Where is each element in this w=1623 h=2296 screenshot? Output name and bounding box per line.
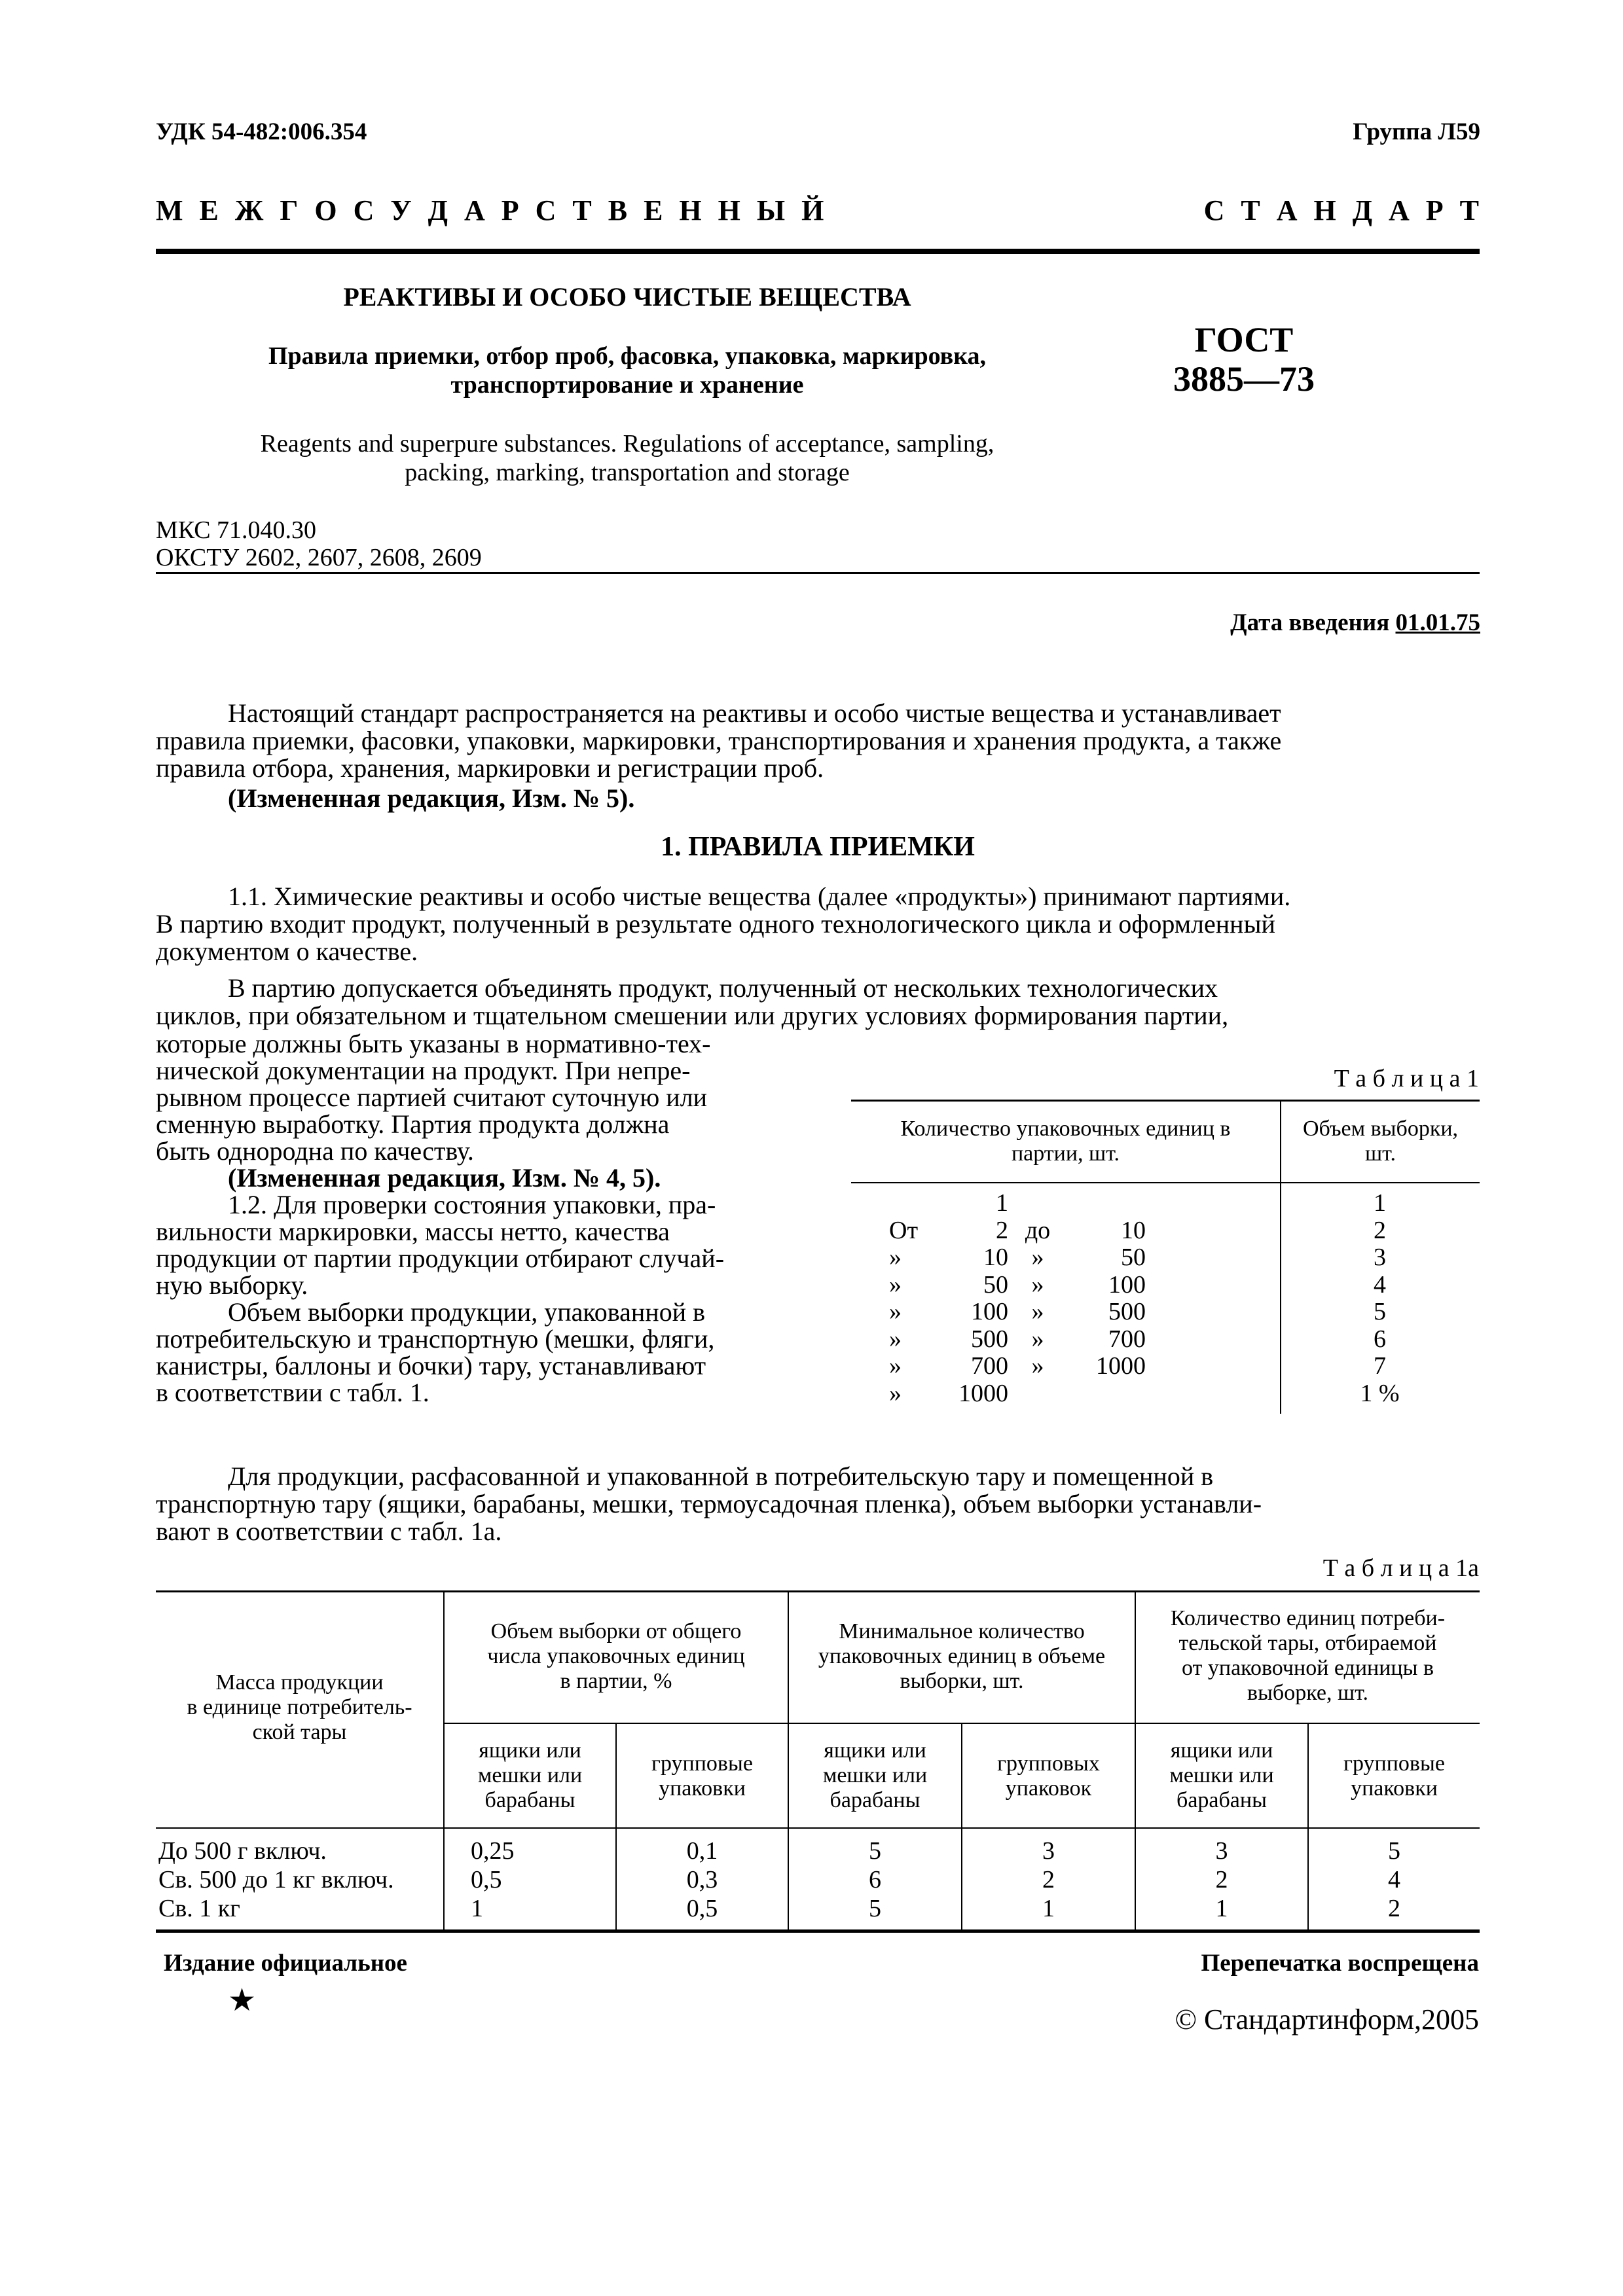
table1-cell: 3 — [1374, 1244, 1386, 1271]
table1a-body — [156, 1837, 1480, 1923]
table1a-group2-header-line: Минимальное количество — [839, 1619, 1085, 1643]
p11-line-3: документом о качестве. — [156, 937, 418, 966]
table1-cell: 10 — [983, 1244, 1008, 1271]
table1a-sub-group — [962, 1751, 1135, 1801]
table1a-group3-header-line: выборке, шт. — [1247, 1681, 1368, 1705]
left-line: вильности маркировки, массы нетто, качества — [156, 1217, 670, 1246]
title-sub-1: Правила приемки, отбор проб, фасовка, упаковка, маркировка, — [268, 342, 987, 370]
table1-cell: » — [889, 1325, 902, 1353]
after-line-2: транспортную тару (ящики, барабаны, мешки, термоусадочная пленка), объем выборки устанавли- — [156, 1489, 1262, 1518]
header-thick-rule — [156, 249, 1480, 254]
table1a-cell: 1 — [1215, 1895, 1228, 1922]
table1a-caption: Т а б л и ц а 1а — [1322, 1554, 1479, 1582]
star-icon: ★ — [228, 1983, 257, 2018]
table1a-cell: 2 — [1042, 1866, 1055, 1893]
table1-cell: 1 % — [1360, 1379, 1400, 1407]
left-line: Объем выборки продукции, упакованной в — [228, 1297, 705, 1327]
table1a-top-rule — [156, 1590, 1480, 1592]
sub-line: групповых — [997, 1751, 1100, 1776]
table1-cell: 6 — [1374, 1325, 1386, 1353]
sub-line: барабаны — [830, 1788, 921, 1812]
table1-cell: » — [889, 1298, 902, 1325]
table1-cell: 1 — [996, 1189, 1008, 1217]
table1a-mass-header-line: ской тары — [252, 1720, 347, 1744]
gost-label: ГОСТ — [1194, 320, 1294, 359]
banner-left: М Е Ж Г О С У Д А Р С Т В Е Н Н Ы Й — [156, 194, 824, 226]
table1-cell: » — [889, 1352, 902, 1380]
table1-row — [851, 1353, 1480, 1380]
table1-cell: 1000 — [958, 1379, 1008, 1407]
table1a-sub-group — [1309, 1751, 1480, 1801]
sub-line: групповые — [1343, 1751, 1445, 1776]
table1-cell: » — [1031, 1298, 1044, 1325]
table1-caption: Т а б л и ц а 1 — [1334, 1065, 1479, 1092]
table1a-cell: 3 — [1042, 1837, 1055, 1865]
table1a-group3-header-line: Количество единиц потреби- — [1170, 1606, 1446, 1630]
sub-line: ящики или — [479, 1738, 581, 1763]
table1-cell: » — [1031, 1352, 1044, 1380]
okstu-code: ОКСТУ 2602, 2607, 2608, 2609 — [156, 544, 482, 571]
table1a-group2-header — [789, 1619, 1135, 1694]
table1-cell: 2 — [1374, 1216, 1386, 1244]
table1-top-rule — [851, 1100, 1480, 1102]
reprint-notice: Перепечатка воспрещена — [1201, 1950, 1479, 1977]
table1-cell: » — [889, 1379, 902, 1407]
table1-col1-header-line: партии, шт. — [1011, 1141, 1120, 1166]
table1a-group1-header-line: Объем выборки от общего — [490, 1619, 742, 1643]
table1-cell: 700 — [1108, 1325, 1146, 1353]
table1a-cell: 1 — [1042, 1895, 1055, 1922]
table1-cell: 2 — [996, 1216, 1008, 1244]
p11-line-1: 1.1. Химические реактивы и особо чистые вещества (далее «продукты») принимают партиями. — [228, 882, 1291, 911]
table1-cell: 100 — [1108, 1270, 1146, 1299]
table1a-cell: 0,25 — [471, 1837, 515, 1865]
left-column-text — [156, 1030, 817, 1406]
table1a-row — [156, 1865, 1480, 1894]
left-amendment: (Измененная редакция, Изм. № 4, 5). — [228, 1163, 661, 1193]
intro-line-1: Настоящий стандарт распространяется на реактивы и особо чистые вещества и устанавливает — [228, 698, 1281, 728]
table1a-cell: До 500 г включ. — [158, 1837, 327, 1865]
intro-date-label: Дата введения — [1230, 609, 1390, 636]
table1-cell: » — [1031, 1325, 1044, 1353]
left-line: быть однородна по качеству. — [156, 1136, 474, 1166]
intro-amendment: (Измененная редакция, Изм. № 5). — [228, 783, 635, 813]
table1-row — [851, 1272, 1480, 1299]
table1-cell: до — [1025, 1216, 1051, 1244]
table1-col1-header — [851, 1117, 1280, 1166]
table1-row — [851, 1380, 1480, 1408]
table1-cell: 100 — [971, 1298, 1008, 1325]
intro-line-3: правила отбора, хранения, маркировки и регистрации проб. — [156, 753, 824, 783]
table1a-mass-header — [156, 1670, 443, 1745]
table1a-group2-header-line: упаковочных единиц в объеме — [818, 1644, 1106, 1668]
table1-cell: 50 — [983, 1270, 1008, 1299]
left-line: канистры, баллоны и бочки) тару, устанавливают — [156, 1351, 706, 1380]
banner-right: С Т А Н Д А Р Т — [1203, 194, 1479, 226]
gost-number: 3885—73 — [1173, 359, 1315, 399]
table1a-group1-header — [445, 1619, 788, 1694]
sub-line: упаковок — [1005, 1776, 1092, 1801]
table1-col1-header-line: Количество упаковочных единиц в — [900, 1117, 1231, 1141]
table1-cell: 500 — [971, 1325, 1008, 1353]
table1-cell: 700 — [971, 1352, 1008, 1380]
table1a-cell: Св. 1 кг — [158, 1895, 240, 1922]
sub-line: упаковки — [1351, 1776, 1438, 1801]
left-line: нической документации на продукт. При непре- — [156, 1056, 691, 1085]
table1-cell: 50 — [1121, 1244, 1146, 1271]
table1a-cell: 5 — [1388, 1837, 1400, 1865]
table1-cell: 1000 — [1096, 1352, 1146, 1380]
table1a-cell: 0,3 — [686, 1866, 718, 1893]
table1a-row — [156, 1894, 1480, 1923]
sub-line: ящики или — [824, 1738, 926, 1763]
table1-cell: » — [889, 1244, 902, 1271]
table1a-row — [156, 1837, 1480, 1865]
table1a-cell: 0,5 — [471, 1866, 502, 1893]
table1-cell: 1 — [1374, 1189, 1386, 1217]
table1a-cell: 1 — [471, 1895, 483, 1922]
table1-body — [851, 1190, 1480, 1407]
sub-line: мешки или — [477, 1763, 583, 1787]
table1-cell: » — [1031, 1270, 1044, 1299]
table1-row — [851, 1190, 1480, 1217]
table1-header-rule — [851, 1182, 1480, 1183]
table1-cell: » — [1031, 1244, 1044, 1271]
table1a-group3-header-line: от упаковочной единицы в — [1181, 1656, 1434, 1680]
table1-cell: » — [889, 1270, 902, 1299]
table1a-header-rule — [156, 1827, 1480, 1829]
sub-line: упаковки — [659, 1776, 746, 1801]
table1a-group1-header-line: в партии, % — [560, 1669, 672, 1693]
table1a-cell: 2 — [1215, 1866, 1228, 1893]
table1a-cell: 0,5 — [686, 1895, 718, 1922]
table1a-group3-header-line: тельской тары, отбираемой — [1178, 1631, 1437, 1655]
table1-cell: 4 — [1374, 1270, 1386, 1299]
table1-row — [851, 1299, 1480, 1326]
table1-cell: 5 — [1374, 1298, 1386, 1325]
table1-col2-header-line: Объем выборки, — [1302, 1117, 1459, 1141]
title-sub-2: транспортирование и хранение — [450, 371, 804, 399]
intro-line-2: правила приемки, фасовки, упаковки, маркировки, транспортирования и хранения продукта, а также — [156, 726, 1282, 755]
official-edition: Издание официальное — [164, 1950, 407, 1977]
after-line-3: вают в соответствии с табл. 1а. — [156, 1516, 502, 1546]
table1a-sub-boxes — [1136, 1738, 1307, 1813]
p11-line-2: В партию входит продукт, полученный в результате одного технологического цикла и оформленный — [156, 909, 1275, 939]
title-en-1: Reagents and superpure substances. Regulations of acceptance, sampling, — [260, 430, 994, 457]
sub-line: барабаны — [484, 1788, 575, 1812]
sub-line: групповые — [651, 1751, 753, 1776]
table1-row — [851, 1326, 1480, 1354]
p12-line-2: циклов, при обязательном и тщательном смешении или других условиях формирования партии, — [156, 1001, 1229, 1030]
sub-line: барабаны — [1176, 1788, 1267, 1812]
table1a-mass-header-line: Масса продукции — [215, 1670, 384, 1695]
left-line: сменную выработку. Партия продукта должна — [156, 1109, 670, 1139]
table1a-cell: 6 — [869, 1866, 881, 1893]
table1a-sub-boxes — [445, 1738, 615, 1813]
sub-line: мешки или — [1169, 1763, 1274, 1787]
table1-col2-header — [1281, 1117, 1480, 1166]
intro-date — [1230, 609, 1480, 637]
table1-row — [851, 1244, 1480, 1272]
section1-title: 1. ПРАВИЛА ПРИЕМКИ — [661, 832, 975, 862]
table1a-sub-group — [617, 1751, 788, 1801]
left-line: ную выборку. — [156, 1270, 308, 1300]
table1-col2-header-line: шт. — [1365, 1141, 1396, 1166]
left-line: 1.2. Для проверки состояния упаковки, пра- — [228, 1190, 716, 1219]
sub-line: мешки или — [822, 1763, 928, 1787]
sub-line: ящики или — [1170, 1738, 1273, 1763]
mks-code: МКС 71.040.30 — [156, 516, 317, 544]
left-line: в соответствии с табл. 1. — [156, 1378, 429, 1407]
table1-cell: 10 — [1121, 1216, 1146, 1244]
copyright: © Стандартинформ,2005 — [1175, 2003, 1479, 2036]
table1a-bottom-rule — [156, 1929, 1480, 1933]
left-line: потребительскую и транспортную (мешки, фляги, — [156, 1324, 715, 1354]
table1a-cell: Св. 500 до 1 кг включ. — [158, 1866, 394, 1893]
left-line: продукции от партии продукции отбирают случай- — [156, 1244, 725, 1273]
p12-line-1: В партию допускается объединять продукт, полученный от нескольких технологических — [228, 973, 1218, 1003]
table1a-cell: 5 — [869, 1837, 881, 1865]
table1a-cell: 4 — [1388, 1866, 1400, 1893]
left-line: которые должны быть указаны в нормативно-тех- — [156, 1029, 711, 1058]
table1a-sub-boxes — [789, 1738, 961, 1813]
title-main: РЕАКТИВЫ И ОСОБО ЧИСТЫЕ ВЕЩЕСТВА — [343, 282, 911, 312]
table1a-group2-header-line: выборки, шт. — [900, 1669, 1024, 1693]
table1a-cell: 5 — [869, 1895, 881, 1922]
table1a-cell: 0,1 — [686, 1837, 718, 1865]
table1a-mass-header-line: в единице потребитель- — [187, 1695, 412, 1719]
table1-cell: 7 — [1374, 1352, 1386, 1380]
title-en-2: packing, marking, transportation and storage — [405, 459, 850, 486]
codes-rule — [156, 572, 1480, 574]
table1-cell: 500 — [1108, 1298, 1146, 1325]
udk-code: УДК 54-482:006.354 — [156, 118, 367, 145]
table1-cell: От — [889, 1216, 919, 1244]
table1a-group3-header — [1136, 1606, 1480, 1706]
intro-date-value: 01.01.75 — [1395, 609, 1480, 636]
group-code: Группа Л59 — [1353, 118, 1480, 145]
left-line: рывном процессе партией считают суточную или — [156, 1083, 708, 1112]
table1-row — [851, 1217, 1480, 1245]
table1a-cell: 2 — [1388, 1895, 1400, 1922]
after-line-1: Для продукции, расфасованной и упакованной в потребительскую тару и помещенной в — [228, 1462, 1214, 1491]
table1a-group1-header-line: числа упаковочных единиц — [487, 1644, 745, 1668]
table1a-cell: 3 — [1215, 1837, 1228, 1865]
